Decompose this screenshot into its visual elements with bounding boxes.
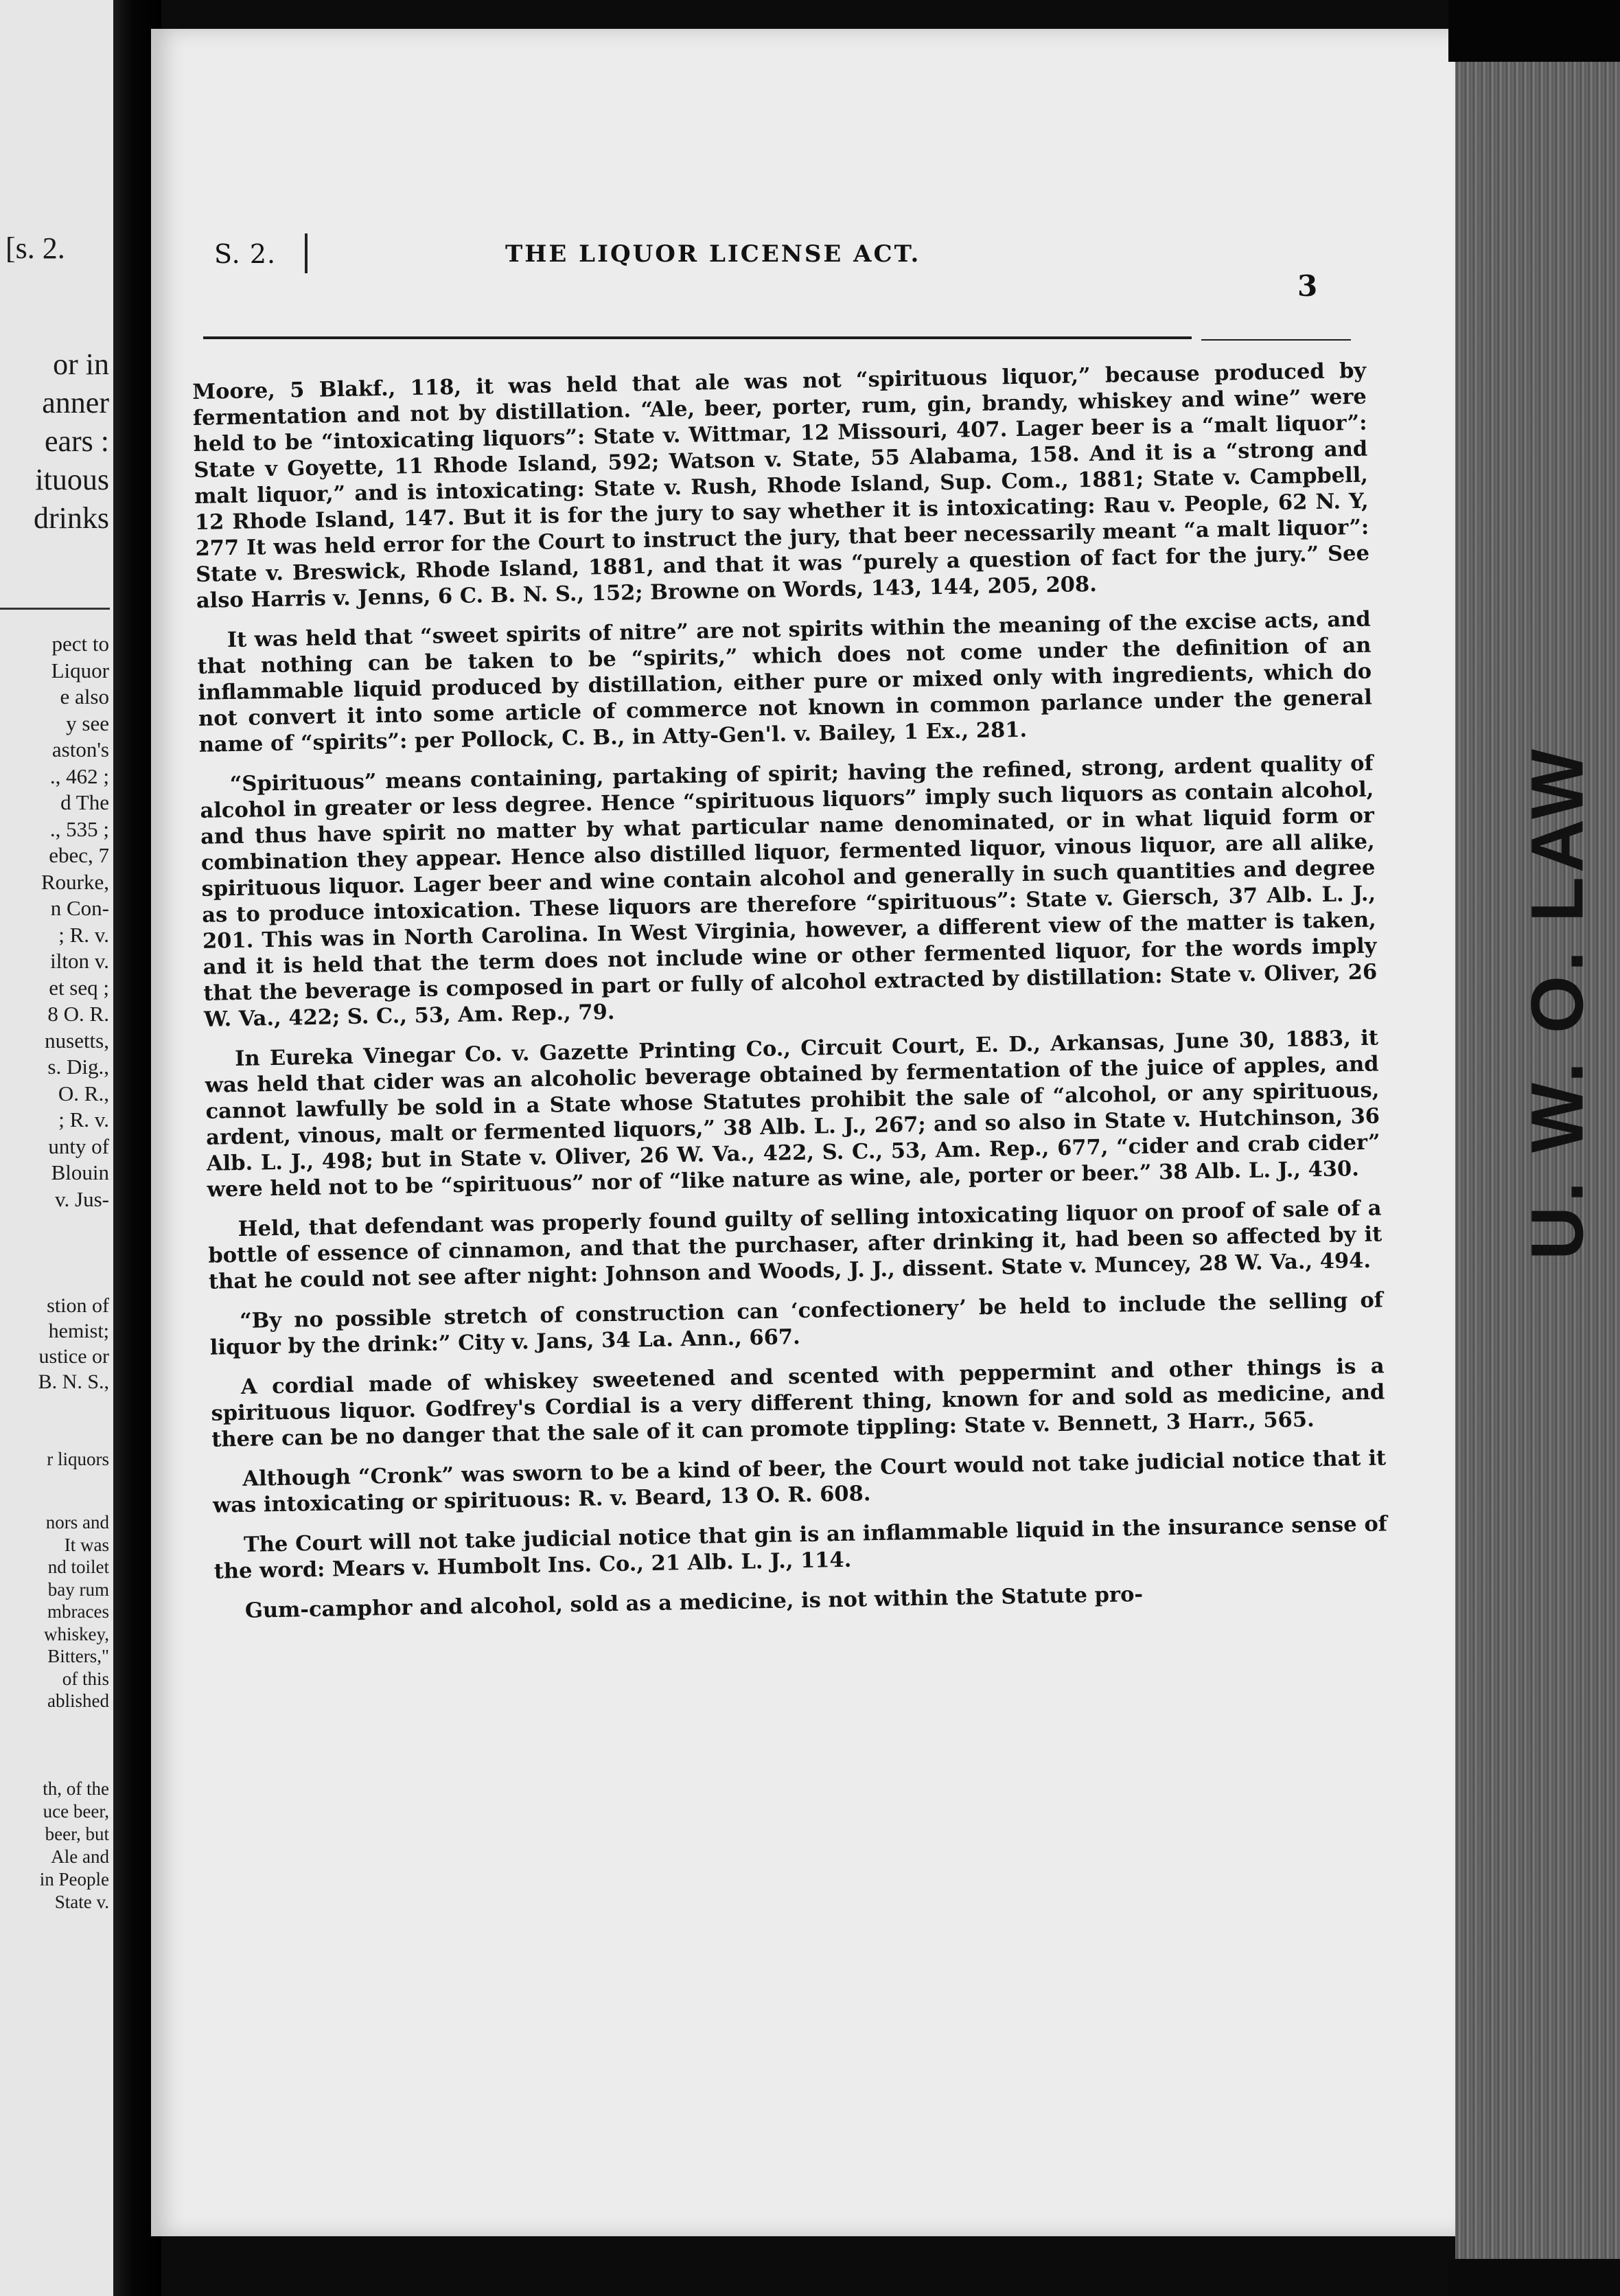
left-page-line: ebec, 7: [49, 843, 109, 867]
section-bracket: [305, 233, 308, 273]
paragraph: It was held that “sweet spirits of nitre” are not spirits within the meaning of the excise acts, and that nothing can be taken to be “spirits,” which does not come under the definition of an inflammable liquid produced by distillation, either pure or mixed only with ingredients, which do not convert it into some article of commerce not known in common parlance under the general name of “spirits”: per Pollock, C. B., in Atty-Gen'l. v. Bailey, 1 Ex., 281.: [197, 606, 1373, 757]
paragraph: The Court will not take judicial notice that gin is an inflammable liquid in the insurance sense of the word: Mears v. Humbolt Ins. Co., 21 Alb. L. J., 114.: [213, 1511, 1388, 1584]
left-page-line: or in: [53, 347, 109, 381]
left-page-fragment: [0, 0, 113, 2296]
left-page-line: of this: [62, 1668, 109, 1689]
paragraph: Gum-camphor and alcohol, sold as a medicine, is not within the Statute pro-: [244, 1581, 1144, 1623]
left-page-line: uce beer,: [43, 1801, 109, 1822]
left-page-line: anner: [42, 386, 109, 420]
page-number: 3: [1297, 269, 1318, 303]
left-page-line: y see: [66, 711, 109, 735]
library-stamp: U. W. O. LAW: [1515, 745, 1599, 1260]
left-page-line: Rourke,: [40, 869, 109, 894]
paragraph: “Spirituous” means containing, partaking of spirit; having the refined, strong, ardent quality of alcohol in greater or less degree. Hence “spirituous liquors” imply such liquors as contain alcohol, and thus have spirit no matter by what particular name denominated, or in what liquid form or combination they appear. Hence also distilled liquor, fermented liquor, vinous liquor, are all alike, spirituous liquor. Lager beer and wine contain alcohol and generally in such quantities and degree as to produce intoxication. These liquors are therefore “spirituous”: State v. Giersch, 37 Alb. L. J., 201. This was in North Carolina. In West Virginia, however, a different view of the matter is taken, and it is held that the term does not include wine or other fermented liquor, for the words imply that the beverage is composed in part or fully of alcohol extracted by distillation: State v. Oliver, 26 W. Va., 422; S. C., 53, Am. Rep., 79.: [200, 750, 1378, 1032]
left-page-line: ilton v.: [50, 949, 109, 973]
header-rule: [203, 336, 1192, 339]
left-page-line: d The: [60, 790, 109, 814]
edge-shadow: [1448, 0, 1620, 62]
left-page-line: B. N. S.,: [38, 1370, 109, 1393]
left-page-line: nusetts,: [45, 1028, 109, 1053]
left-page-line: v. Jus-: [55, 1186, 109, 1211]
left-page-line: ablished: [47, 1690, 109, 1711]
left-page-line: ; R. v.: [58, 1107, 109, 1132]
left-page-line: ituous: [35, 463, 109, 496]
left-page-line: nors and: [45, 1512, 109, 1532]
running-title: THE LIQUOR LICENSE ACT.: [505, 240, 921, 268]
left-page-line: n Con-: [50, 896, 109, 920]
header-rule-short: [1201, 339, 1351, 341]
left-page-line: ustice or: [38, 1345, 109, 1368]
left-page-line: Liquor: [51, 658, 109, 682]
left-page-line: drinks: [34, 501, 109, 535]
paragraph: Held, that defendant was properly found guilty of selling intoxicating liquor on proof of sale of a bottle of essence of cinnamon, and that the purchaser, after drinking it, had been so affected by it that he could not see after night: Johnson and Woods, J. J., dissent. State v. Muncey, 28 W. Va., 494.: [208, 1195, 1382, 1294]
left-page-header: [s. 2.: [5, 231, 65, 265]
paragraph: Although “Cronk” was sworn to be a kind of beer, the Court would not take judicial notice that it was intoxicating or spirituous: R. v. Beard, 13 O. R. 608.: [212, 1445, 1387, 1518]
left-page-line: ears :: [44, 424, 109, 458]
left-page-line: bay rum: [47, 1578, 109, 1600]
main-page: [151, 29, 1455, 2236]
left-page-line: nd toilet: [47, 1557, 109, 1577]
left-page-line: 8 O. R.: [47, 1002, 109, 1026]
left-page-line: hemist;: [48, 1320, 109, 1342]
left-page-line: ., 535 ;: [49, 816, 109, 841]
left-page-line: Blouin: [51, 1160, 109, 1184]
left-page-line: aston's: [51, 737, 109, 761]
left-page-line: Bitters,": [47, 1646, 109, 1666]
paragraph: In Eureka Vinegar Co. v. Gazette Printing Co., Circuit Court, E. D., Arkansas, June 30, 1883, it was held that cider was an alcoholic beverage obtained by fermentation of the juice of apples, and cannot lawfully be sold in a State whose Statutes prohibit the sale of “alcohol, or any spirituous, ardent, vinous, malt or fermented liquors,” 38 Alb. L. J., 267; and so also in State v. Hutchinson, 36 Alb. L. J., 498; but in State v. Oliver, 26 W. Va., 422, S. C., 53, Am. Rep., 677, “cider and crab cider” were held not to be “spirituous” nor of “like nature as wine, ale, porter or beer.” 38 Alb. L. J., 430.: [205, 1025, 1380, 1202]
left-page-line: unty of: [48, 1134, 109, 1158]
left-page-line: in People: [39, 1869, 109, 1890]
edge-bottom-shadow: [1448, 2259, 1620, 2296]
paragraph: Moore, 5 Blakf., 118, it was held that ale was not “spirituous liquor,” because produced by fermentation and not by distillation. “Ale, beer, porter, rum, gin, brandy, whiskey and wine” were held to be “intoxicating liquors”: State v. Wittmar, 12 Missouri, 407. Lager beer is a “malt liquor”: State v Goyette, 11 Rhode Island, 592; Watson v. State, 55 Alabama, 158. And it is a “strong and malt liquor,” and is intoxicating: State v. Rush, Rhode Island, Sup. Com., 1881; State v. Campbell, 12 Rhode Island, 147. But it is for the jury to say whether it is intoxicating: Rau v. People, 62 N. Y, 277 It was held error for the Court to instruct the jury, that beer necessarily meant “a malt liquor”: State v. Breswick, Rhode Island, 1881, and that it was “purely a question of fact for the jury.” See also Harris v. Jenns, 6 C. B. N. S., 152; Browne on Words, 143, 144, 205, 208.: [192, 358, 1370, 613]
left-page-line: et seq ;: [49, 975, 109, 1000]
left-page-line: th, of the: [43, 1778, 109, 1799]
left-page-line: pect to: [51, 632, 109, 656]
left-page-line: Ale and: [51, 1846, 109, 1867]
left-page-line: beer, but: [45, 1824, 109, 1844]
page-header: [200, 239, 1354, 303]
left-page-line: O. R.,: [58, 1081, 109, 1105]
left-page-line: r liquors: [47, 1449, 109, 1469]
left-page-line: stion of: [47, 1294, 109, 1317]
paragraph: “By no possible stretch of construction can ‘confectionery’ be held to include the selling of liquor by the drink:” City v. Jans, 34 La. Ann., 667.: [209, 1287, 1384, 1360]
paragraph: A cordial made of whiskey sweetened and scented with peppermint and other things is a spirituous liquor. Godfrey's Cordial is a very different thing, known for and sold as medicine, and there can be no danger that the sale of it can promote tippling: State v. Bennett, 3 Harr., 565.: [211, 1353, 1385, 1452]
left-page-rule: [0, 608, 110, 610]
left-page-line: s. Dig.,: [47, 1055, 109, 1079]
left-page-line: State v.: [54, 1892, 109, 1912]
body-text: [192, 358, 1389, 1638]
left-page-line: It was: [64, 1534, 109, 1555]
left-page-line: ., 462 ;: [49, 764, 109, 788]
left-page-line: ; R. v.: [58, 922, 109, 947]
left-page-line: mbraces: [47, 1601, 109, 1622]
section-reference: S. 2.: [214, 239, 277, 269]
left-page-line: whiskey,: [44, 1623, 109, 1644]
left-page-line: e also: [60, 685, 109, 709]
